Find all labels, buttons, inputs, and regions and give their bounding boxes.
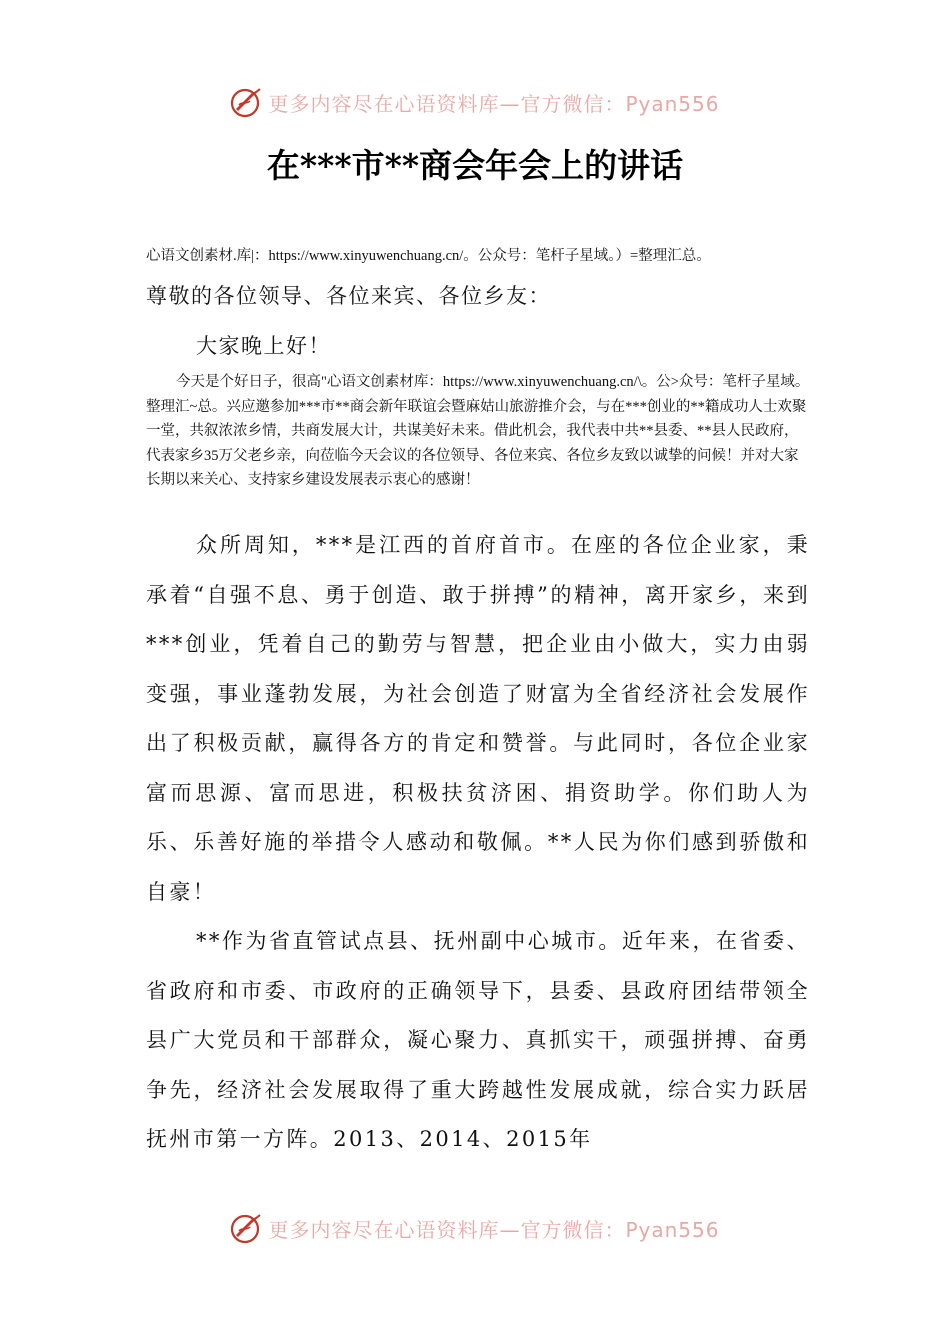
intro-paragraph: 今天是个好日子，很高"心语文创素材库：https://www.xinyuwenchuang.cn/\。公>众号：笔杆子星域。整理汇~总。兴应邀参加***市**商会新年联谊会暨麻姑山旅游推介会，与在***创业的**籍成功人士欢聚一堂，共叙浓浓乡情，共商发展大计，共谋美好未来。借此机会，我代表中共**县委、**县人民政府，代表家乡35万父老乡亲，向莅临今天会议的各位领导、各位来宾、各位乡友致以诚挚的问候！并对大家长期以来关心、支持家乡建设发展表示衷心的感谢！	[146, 374, 810, 488]
watermark-text: 更多内容尽在心语资料库—官方微信：Pyan556	[268, 91, 720, 116]
page-title: 在***市**商会年会上的讲话	[266, 146, 684, 185]
source-line: 心语文创素材.库|：https://www.xinyuwenchuang.cn/。公众号：笔杆子星域。）=整理汇总。	[146, 248, 711, 264]
pen-logo-icon	[230, 85, 264, 119]
salutation: 尊敬的各位领导、各位来宾、各位乡友：	[146, 284, 551, 308]
footer-watermark	[0, 1208, 950, 1248]
greeting: 大家晚上好！	[196, 334, 331, 358]
body-paragraph-2: **作为省直管试点县、抚州副中心城市。近年来，在省委、省政府和市委、市政府的正确领导下，县委、县政府团结带领全县广大党员和干部群众，凝心聚力、真抓实干，顽强拼搏、奋勇争先，经济社会发展取得了重大跨越性发展成就，综合实力跃居抚州市第一方阵。2013、2014、2015年	[146, 929, 810, 1151]
watermark-text: 更多内容尽在心语资料库—官方微信：Pyan556	[268, 1217, 720, 1242]
header-watermark	[0, 82, 950, 122]
pen-logo-icon	[230, 1211, 264, 1245]
body-paragraph-1: 众所周知，***是江西的首府首市。在座的各位企业家，秉承着“自强不息、勇于创造、敢于拼搏”的精神，离开家乡，来到***创业，凭着自己的勤劳与智慧，把企业由小做大，实力由弱变强，事业蓬勃发展，为社会创造了财富为全省经济社会发展作出了积极贡献，赢得各方的肯定和赞誉。与此同时，各位企业家富而思源、富而思进，积极扶贫济困、捐资助学。你们助人为乐、乐善好施的举措令人感动和敬佩。**人民为你们感到骄傲和自豪！	[146, 533, 810, 904]
